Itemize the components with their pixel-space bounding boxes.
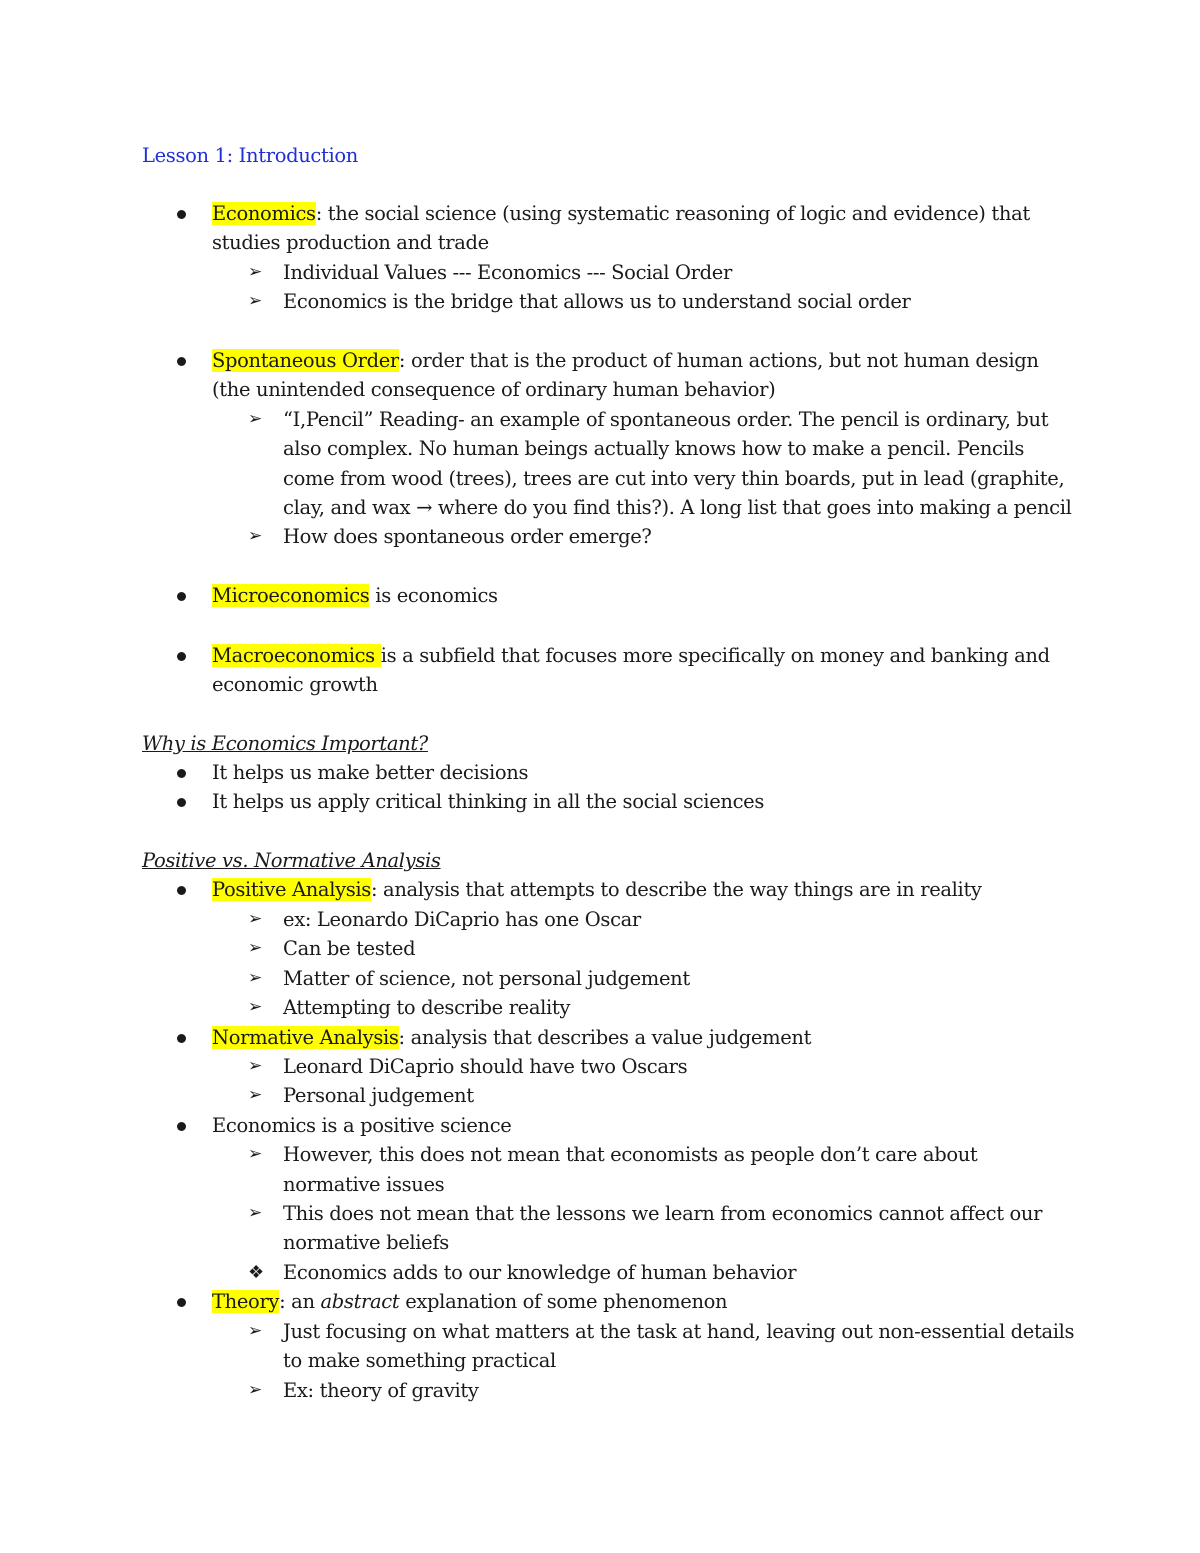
sub-list-item: Economics adds to our knowledge of human behavior	[283, 1261, 797, 1284]
arrow-icon: ➢	[248, 997, 263, 1017]
highlighted-term: Spontaneous Order	[212, 349, 399, 372]
bullet-icon	[177, 1034, 186, 1043]
sub-list-item: Attempting to describe reality	[283, 996, 571, 1019]
sub-list-item: Leonard DiCaprio should have two Oscars	[283, 1055, 688, 1078]
arrow-icon: ➢	[248, 1056, 263, 1076]
list-item-continuation: economic growth	[212, 673, 378, 696]
sub-list-item: Ex: theory of gravity	[283, 1379, 479, 1402]
arrow-icon: ➢	[248, 409, 263, 429]
bullet-icon	[177, 652, 186, 661]
highlighted-term: Macroeconomics	[212, 644, 381, 667]
bullet-icon	[177, 1122, 186, 1131]
arrow-icon: ➢	[248, 526, 263, 546]
section-heading: Positive vs. Normative Analysis	[142, 849, 441, 872]
section-heading: Why is Economics Important?	[142, 732, 428, 755]
sub-list-item-continuation: also complex. No human beings actually knows how to make a pencil. Pencils	[283, 437, 1025, 460]
list-item-continuation: (the unintended consequence of ordinary human behavior)	[212, 378, 776, 401]
highlighted-term: Normative Analysis	[212, 1026, 399, 1049]
arrow-icon: ➢	[248, 1321, 263, 1341]
sub-list-item: Personal judgement	[283, 1084, 474, 1107]
sub-list-item-continuation: to make something practical	[283, 1349, 556, 1372]
list-item: Microeconomics is economics	[212, 584, 498, 607]
arrow-icon: ➢	[248, 1085, 263, 1105]
bullet-icon	[177, 1298, 186, 1307]
arrow-icon: ➢	[248, 291, 263, 311]
sub-list-item: How does spontaneous order emerge?	[283, 525, 652, 548]
sub-list-item: However, this does not mean that economists as people don’t care about	[283, 1143, 978, 1166]
list-item: Economics is a positive science	[212, 1114, 512, 1137]
sub-list-item: Matter of science, not personal judgement	[283, 967, 690, 990]
sub-list-item: Just focusing on what matters at the task at hand, leaving out non-essential details	[283, 1320, 1075, 1343]
sub-list-item: Economics is the bridge that allows us to understand social order	[283, 290, 911, 313]
highlighted-term: Theory	[212, 1290, 280, 1313]
bullet-icon	[177, 798, 186, 807]
arrow-icon: ➢	[248, 938, 263, 958]
bullet-icon	[177, 357, 186, 366]
sub-list-item: Individual Values --- Economics --- Social Order	[283, 261, 732, 284]
sub-list-item: Can be tested	[283, 937, 416, 960]
list-item-continuation: studies production and trade	[212, 231, 489, 254]
highlighted-term: Positive Analysis	[212, 878, 371, 901]
list-item: Normative Analysis: analysis that describes a value judgement	[212, 1026, 812, 1049]
page-title: Lesson 1: Introduction	[142, 144, 358, 167]
arrow-icon: ➢	[248, 1144, 263, 1164]
bullet-icon	[177, 592, 186, 601]
sub-list-item-continuation: clay, and wax → where do you find this?). A long list that goes into making a pencil	[283, 496, 1072, 519]
sub-list-item: ex: Leonardo DiCaprio has one Oscar	[283, 908, 641, 931]
arrow-icon: ➢	[248, 968, 263, 988]
highlighted-term: Economics	[212, 202, 316, 225]
bullet-icon	[177, 886, 186, 895]
sub-list-item: This does not mean that the lessons we learn from economics cannot affect our	[283, 1202, 1043, 1225]
list-item: Economics: the social science (using systematic reasoning of logic and evidence) that	[212, 202, 1030, 225]
sub-list-item: “I,Pencil” Reading- an example of spontaneous order. The pencil is ordinary, but	[283, 408, 1049, 431]
sub-list-item-continuation: normative issues	[283, 1173, 445, 1196]
diamond-icon: ❖	[248, 1262, 265, 1283]
sub-list-item-continuation: normative beliefs	[283, 1231, 449, 1254]
bullet-icon	[177, 769, 186, 778]
highlighted-term: Microeconomics	[212, 584, 370, 607]
arrow-icon: ➢	[248, 262, 263, 282]
list-item: Theory: an abstract explanation of some phenomenon	[212, 1290, 728, 1313]
list-item: It helps us apply critical thinking in all the social sciences	[212, 790, 765, 813]
list-item: It helps us make better decisions	[212, 761, 529, 784]
arrow-icon: ➢	[248, 1203, 263, 1223]
bullet-icon	[177, 210, 186, 219]
emphasized-word: abstract	[320, 1290, 400, 1313]
list-item: Macroeconomics is a subfield that focuses more specifically on money and banking and	[212, 644, 1050, 667]
sub-list-item-continuation: come from wood (trees), trees are cut into very thin boards, put in lead (graphite,	[283, 467, 1065, 490]
list-item: Spontaneous Order: order that is the product of human actions, but not human design	[212, 349, 1039, 372]
arrow-icon: ➢	[248, 1380, 263, 1400]
list-item: Positive Analysis: analysis that attempts to describe the way things are in reality	[212, 878, 982, 901]
arrow-icon: ➢	[248, 909, 263, 929]
